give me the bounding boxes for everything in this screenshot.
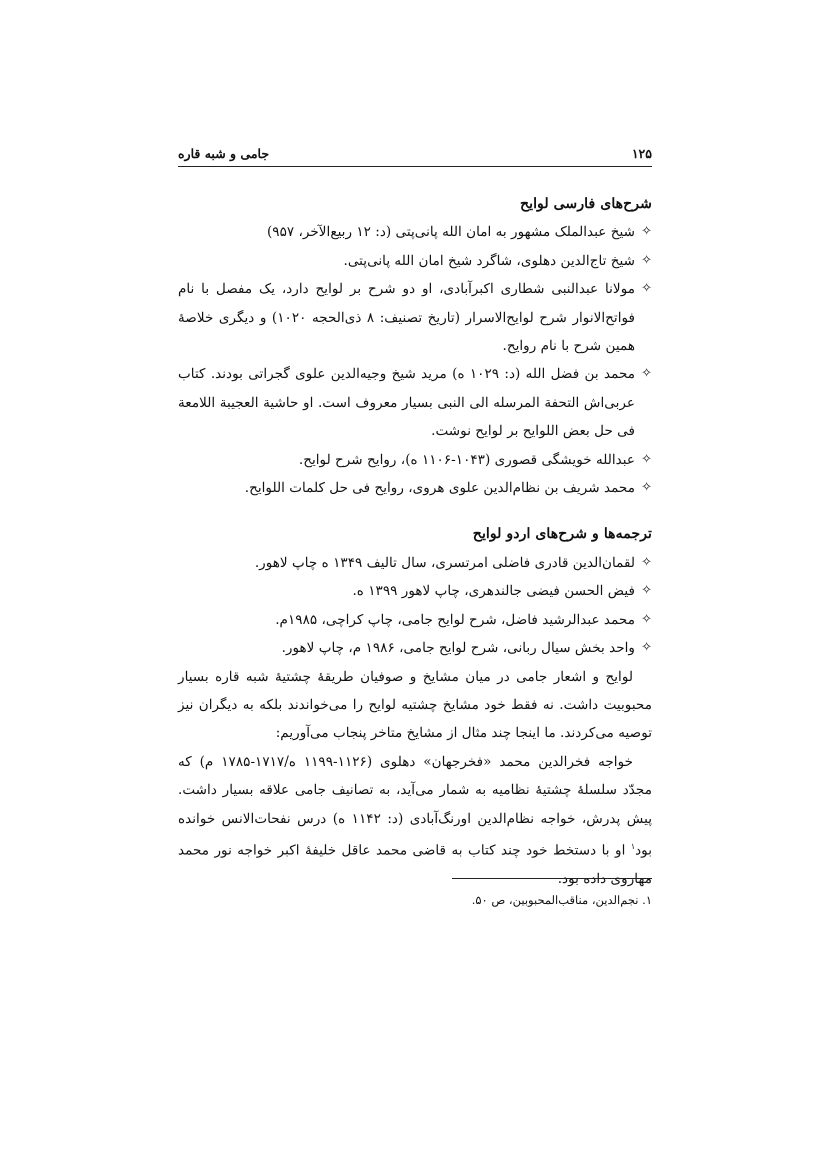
list-item: ✧ مولانا عبدالنبی شطاری اکبرآبادی، او دو شرح بر لوایح دارد، یک مفصل با نام فواتح‌الانوار شرح لوایح‌الاسرار (تاریخ تصنیف: ۸ ذی‌الحجه ۱۰۲۰) و دیگری خلاصهٔ همین شرح با نام روایح. [178, 275, 652, 360]
running-title: جامی و شبه قاره [178, 146, 270, 161]
footnote-reference[interactable]: ۱ [630, 841, 636, 851]
section-title-urdu-translations: ترجمه‌ها و شرح‌های اردو لوایح [472, 526, 652, 543]
footnote: ۱. نجم‌الدین، مناقب‌المحبوبین، ص ۵۰. [471, 893, 652, 907]
page-header [178, 144, 652, 167]
book-page [178, 0, 652, 1169]
list-item: ✧ عبدالله خویشگی قصوری (۱۰۴۳-۱۱۰۶ ه)، روایح شرح لوایح. [178, 446, 652, 474]
section-spacer [178, 502, 652, 520]
list-item: ✧ شیخ عبدالملک مشهور به امان الله پانی‌پتی (د: ۱۲ ربیع‌الآخر، ۹۵۷) [178, 218, 652, 246]
list-item: ✧ فیض الحسن فیضی جالندهری، چاپ لاهور ۱۳۹۹ ه. [178, 577, 652, 605]
star-bullet-icon: ✧ [641, 554, 652, 570]
star-bullet-icon: ✧ [641, 366, 652, 382]
list-item: ✧ محمد شریف بن نظام‌الدین علوی هروی، روایح فی حل کلمات اللوایح. [178, 474, 652, 502]
persian-commentaries-list [178, 218, 652, 502]
paragraph-text: او با دستخط خود چند کتاب به قاضی محمد عاقل خلیفهٔ اکبر خواجه نور محمد مهاروی داده بود. [178, 842, 652, 887]
body-paragraph [178, 748, 652, 894]
star-bullet-icon: ✧ [641, 640, 652, 656]
star-bullet-icon: ✧ [641, 480, 652, 496]
list-item: ✧ محمد بن فضل الله (د: ۱۰۲۹ ه) مرید شیخ وجیه‌الدین علوی گجراتی بودند. کتاب عربی‌اش التحفة المرسله الی النبی بسیار معروف است. او حاشیة العجیبة اللامعة فی حل بعض اللوایح بر لوایح نوشت. [178, 360, 652, 445]
list-item: ✧ لقمان‌الدین قادری فاضلی امرتسری، سال تالیف ۱۳۴۹ ه چاپ لاهور. [178, 549, 652, 577]
list-item: ✧ واحد بخش سیال ربانی، شرح لوایح جامی، ۱۹۸۶ م، چاپ لاهور. [178, 634, 652, 662]
star-bullet-icon: ✧ [641, 611, 652, 627]
star-bullet-icon: ✧ [641, 583, 652, 599]
paragraph-text: خواجه فخرالدین محمد «فخرجهان» دهلوی (۱۱۲۶-۱۱۹۹ ه/۱۷۱۷-۱۷۸۵ م) که مجدّد سلسلهٔ چشتیهٔ نظامیه به شمار می‌آید، به تصانیف جامی علاقه بسیار داشت. پیش پدرش، خواجه نظام‌الدین اورنگ‌آبادی (د: ۱۱۴۲ ه) درس نفحات‌الانس خوانده بود [178, 753, 652, 859]
list-item: ✧ محمد عبدالرشید فاضل، شرح لوایح جامی، چاپ کراچی، ۱۹۸۵م. [178, 606, 652, 634]
star-bullet-icon: ✧ [641, 252, 652, 268]
star-bullet-icon: ✧ [641, 451, 652, 467]
footnote-divider [452, 878, 652, 879]
body-paragraph: لوایح و اشعار جامی در میان مشایخ و صوفیان طریقهٔ چشتیهٔ شبه قاره بسیار محبوبیت داشت. نه فقط خود مشایخ چشتیه لوایح را می‌خواندند بلکه به دیگران نیز توصیه می‌کردند. ما اینجا چند مثال از مشایخ متاخر پنجاب می‌آوریم: [178, 668, 652, 742]
section-title-persian-commentaries: شرح‌های فارسی لوایح [519, 196, 652, 212]
star-bullet-icon: ✧ [641, 281, 652, 297]
page-body [178, 190, 652, 893]
urdu-translations-list [178, 549, 652, 663]
page-number: ۱۲۵ [631, 146, 652, 161]
star-bullet-icon: ✧ [641, 224, 652, 240]
list-item: ✧ شیخ تاج‌الدین دهلوی، شاگرد شیخ امان الله پانی‌پتی. [178, 247, 652, 275]
